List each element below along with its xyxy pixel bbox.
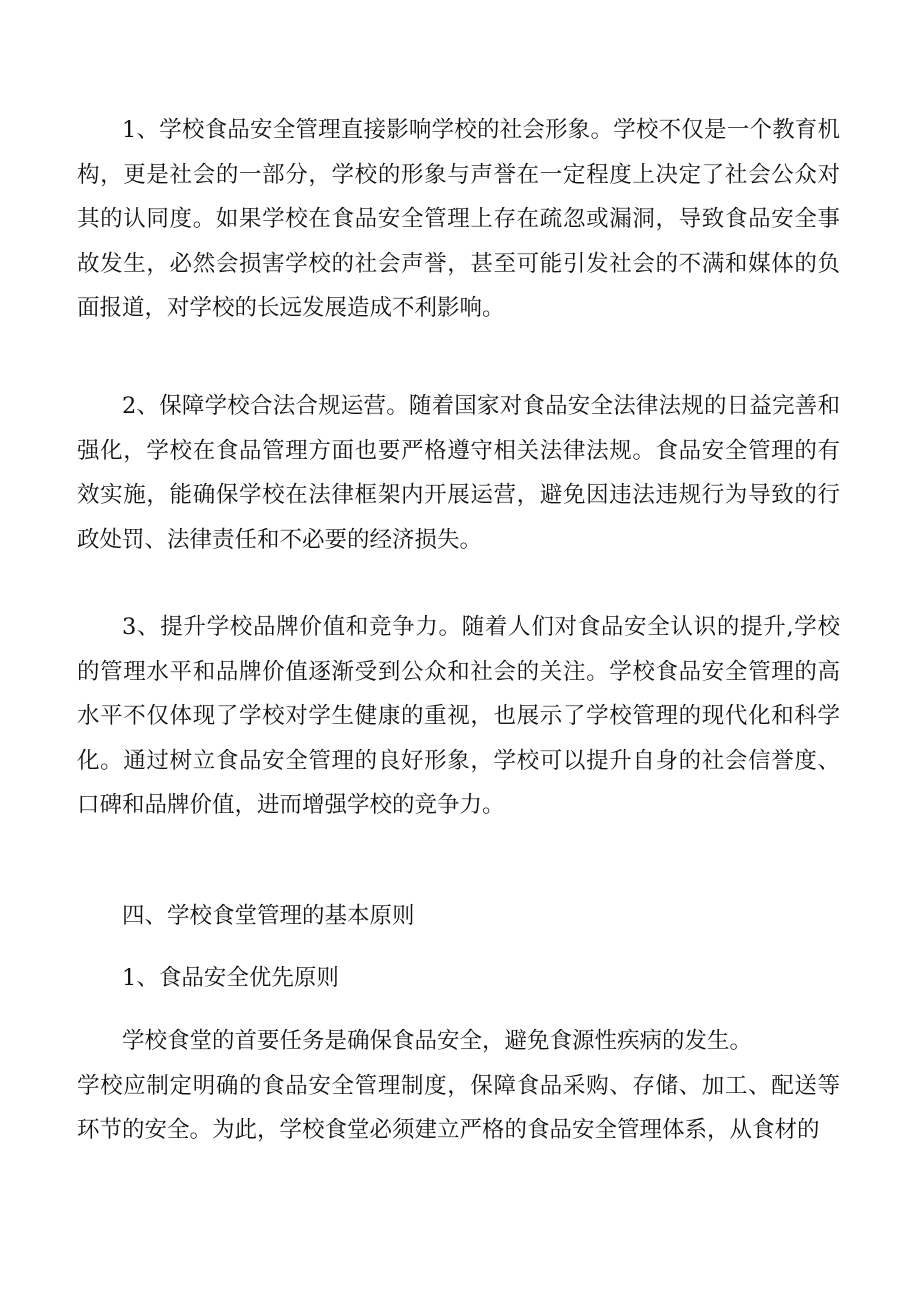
subsection-heading: 1、食品安全优先原则 bbox=[122, 965, 339, 991]
paragraph-first-line: 学校食堂的首要任务是确保食品安全，避免食源性疾病的发生。 bbox=[122, 1028, 753, 1054]
paragraph-social-image: 1、学校食品安全管理直接影响学校的社会形象。学校不仅是一个教育机构，更是社会的一部分，学校的形象与声誉在一定程度上决定了社会公众对其的认同度。如果学校在食品安全管理上存在疏忽或漏洞，导致食品安全事故发生，必然会损害学校的社会声誉，甚至可能引发社会的不满和媒体的负面报道，对学校的长远发展造成不利影响。 bbox=[77, 117, 840, 321]
paragraph-food-safety-priority bbox=[77, 1019, 840, 1153]
paragraph-continuation: 学校应制定明确的食品安全管理制度，保障食品采购、存储、加工、配送等环节的安全。为此，学校食堂必须建立严格的食品安全管理体系，从食材的 bbox=[77, 1072, 840, 1143]
section-heading: 四、学校食堂管理的基本原则 bbox=[122, 903, 415, 929]
paragraph-brand-value: 3、提升学校品牌价值和竞争力。随着人们对食品安全认识的提升,学校的管理水平和品牌价值逐渐受到公众和社会的关注。学校食品安全管理的高水平不仅体现了学校对学生健康的重视，也展示了学校管理的现代化和科学化。通过树立食品安全管理的良好形象，学校可以提升自身的社会信誉度、口碑和品牌价值，进而增强学校的竞争力。 bbox=[77, 614, 840, 818]
paragraph-legal-compliance: 2、保障学校合法合规运营。随着国家对食品安全法律法规的日益完善和强化，学校在食品管理方面也要严格遵守相关法律法规。食品安全管理的有效实施，能确保学校在法律框架内开展运营，避免因违法违规行为导致的行政处罚、法律责任和不必要的经济损失。 bbox=[77, 393, 840, 553]
